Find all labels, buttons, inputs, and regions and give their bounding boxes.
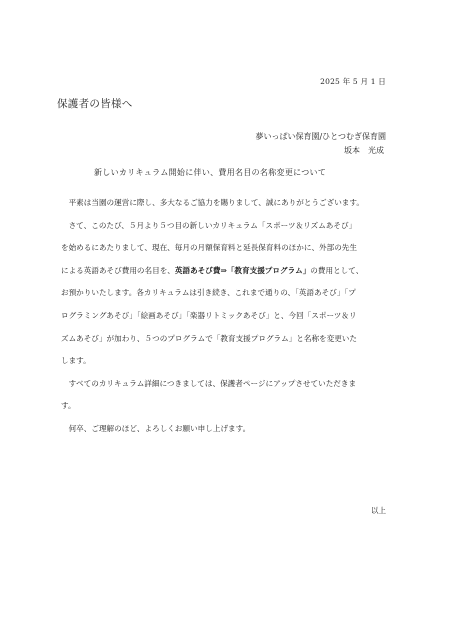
body-line: します。 xyxy=(61,356,91,366)
paragraph-announcement xyxy=(61,215,391,373)
paragraph-closing-request xyxy=(61,418,391,441)
body-line: すべてのカリキュラム詳細につきましては、保護者ページにアップさせていただきま xyxy=(61,378,357,388)
body-line: す。 xyxy=(61,401,76,411)
sender-block xyxy=(255,130,386,158)
paragraph-greeting xyxy=(61,192,391,215)
body-line: ログラミングあそび」「絵画あそび」「楽器リトミックあそび」と、今回「スポーツ＆リ xyxy=(61,310,357,320)
body-line: ズムあそび」が加わり、５つのプログラムで「教育支援プログラム」と名称を変更いた xyxy=(61,333,357,343)
letter-date: 2025 年 5 月 1 日 xyxy=(320,77,386,86)
letter-body xyxy=(61,192,391,441)
body-line xyxy=(61,260,391,283)
body-line: 平素は当園の運営に際し、多大なるご協力を賜りまして、誠にありがとうございます。 xyxy=(61,198,364,207)
addressee: 保護者の皆様へ xyxy=(57,98,133,110)
letter-subject: 新しいカリキュラム開始に伴い、費用名目の名称変更について xyxy=(94,168,327,177)
body-line: さて、このたび、５月より５つ目の新しいカリキュラム「スポーツ＆リズムあそび」 xyxy=(61,220,357,230)
sender-name: 坂本 光成 xyxy=(344,146,384,155)
highlighted-fee-name: 英語あそび費⇒「教育支援プログラム」 xyxy=(174,265,311,275)
sender-organization: 夢いっぱい保育園/ひとつむぎ保育園 xyxy=(255,132,386,141)
body-line: 何卒、ご理解のほど、よろしくお願い申し上げます。 xyxy=(61,423,251,433)
body-text: の費用として、 xyxy=(310,265,364,275)
body-line: お預かりいたします。各カリキュラムは引き続き、これまで通りの、「英語あそび」「プ xyxy=(61,288,356,298)
closing-mark: 以上 xyxy=(371,506,386,515)
paragraph-details xyxy=(61,373,391,418)
body-text: による英語あそび費用の名目を、 xyxy=(61,265,175,275)
body-line: を始めるにあたりまして、現在、毎月の月額保育料と延長保育料のほかに、外部の先生 xyxy=(61,243,357,253)
